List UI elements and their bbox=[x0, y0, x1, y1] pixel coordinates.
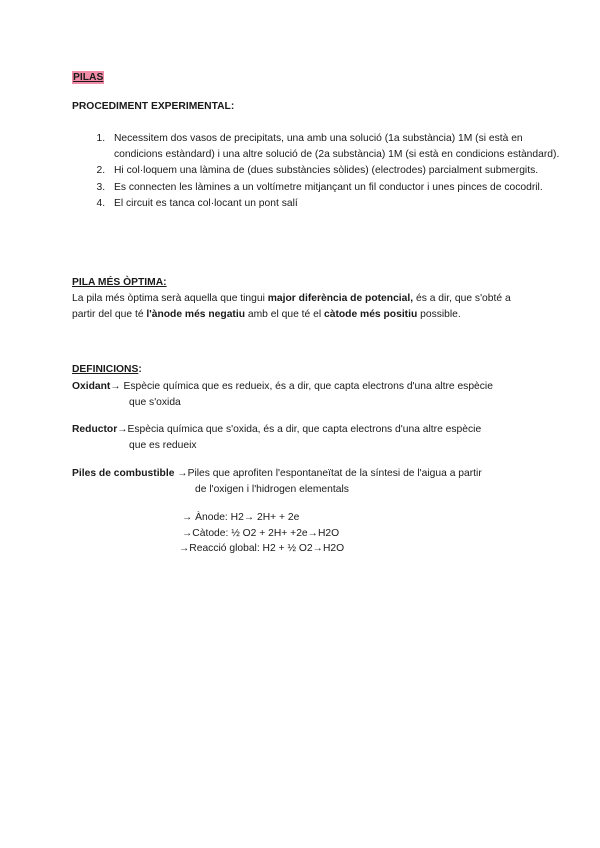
procedure-steps-list bbox=[72, 131, 570, 212]
definitions-heading-colon: : bbox=[138, 364, 142, 375]
combustible-term: Piles de combustible bbox=[72, 468, 175, 479]
procedure-heading: PROCEDIMENT EXPERIMENTAL: bbox=[72, 101, 235, 112]
optimal-heading: PILA MÉS ÒPTIMA: bbox=[72, 277, 167, 288]
definitions-heading-text: DEFINICIONS bbox=[72, 364, 139, 375]
optimal-text: possible. bbox=[417, 309, 461, 320]
reductor-text-cont: que es redueix bbox=[129, 440, 197, 451]
page-title: PILAS bbox=[73, 72, 104, 83]
procedure-step: 3. Es connecten les làmines a un voltímetre mitjançant un fil conductor i unes pinces de cocodril. bbox=[108, 180, 570, 196]
global-reaction: →Reacció global: H2 + ½ O2→H2O bbox=[179, 543, 345, 554]
procedure-step: 4. El circuit es tanca col·locant un pont salí bbox=[108, 196, 570, 212]
procedure-step: 2. Hi col·loquem una làmina de (dues substàncies sòlides) (electrodes) parcialment submergits. bbox=[108, 163, 570, 179]
optimal-text: és a dir, que s'obté a partir del que té bbox=[72, 293, 511, 320]
combustible-text: →Piles que aprofiten l'espontaneïtat de la síntesi de l'aigua a partir bbox=[174, 468, 482, 479]
procedure-step: 1. Necessitem dos vasos de precipitats, una amb una solució (1a substància) 1M (si està en condicions estàndard) i una altre solució de (2a substància) 1M (si està en condicions estàndard). bbox=[108, 131, 570, 163]
optimal-text: La pila més òptima serà aquella que tingui bbox=[72, 293, 268, 304]
oxidant-text-cont: que s'oxida bbox=[129, 397, 181, 408]
optimal-bold-anode: l'ànode més negatiu bbox=[146, 309, 245, 320]
oxidant-term: Oxidant bbox=[72, 381, 111, 392]
optimal-text: amb el que té el bbox=[245, 309, 324, 320]
combustible-definition bbox=[72, 468, 482, 479]
optimal-bold-potential: major diferència de potencial, bbox=[267, 293, 414, 304]
reductor-text: →Espècia química que s'oxida, és a dir, que capta electrons d'una altre espècie bbox=[117, 424, 482, 435]
oxidant-definition bbox=[72, 381, 493, 392]
reductor-term: Reductor bbox=[72, 424, 118, 435]
optimal-bold-cathode: càtode més positiu bbox=[324, 309, 418, 320]
anode-reaction: → Ànode: H2→ 2H+ + 2e bbox=[182, 512, 300, 523]
definitions-heading bbox=[72, 364, 142, 375]
cathode-reaction: →Càtode: ½ O2 + 2H+ +2e→H2O bbox=[182, 528, 340, 539]
oxidant-text: → Espècie química que es redueix, és a dir, que capta electrons d'una altre espècie bbox=[110, 381, 493, 392]
optimal-paragraph bbox=[72, 291, 532, 323]
reductor-definition bbox=[72, 424, 481, 435]
combustible-text-cont: de l'oxigen i l'hidrogen elementals bbox=[195, 484, 349, 495]
